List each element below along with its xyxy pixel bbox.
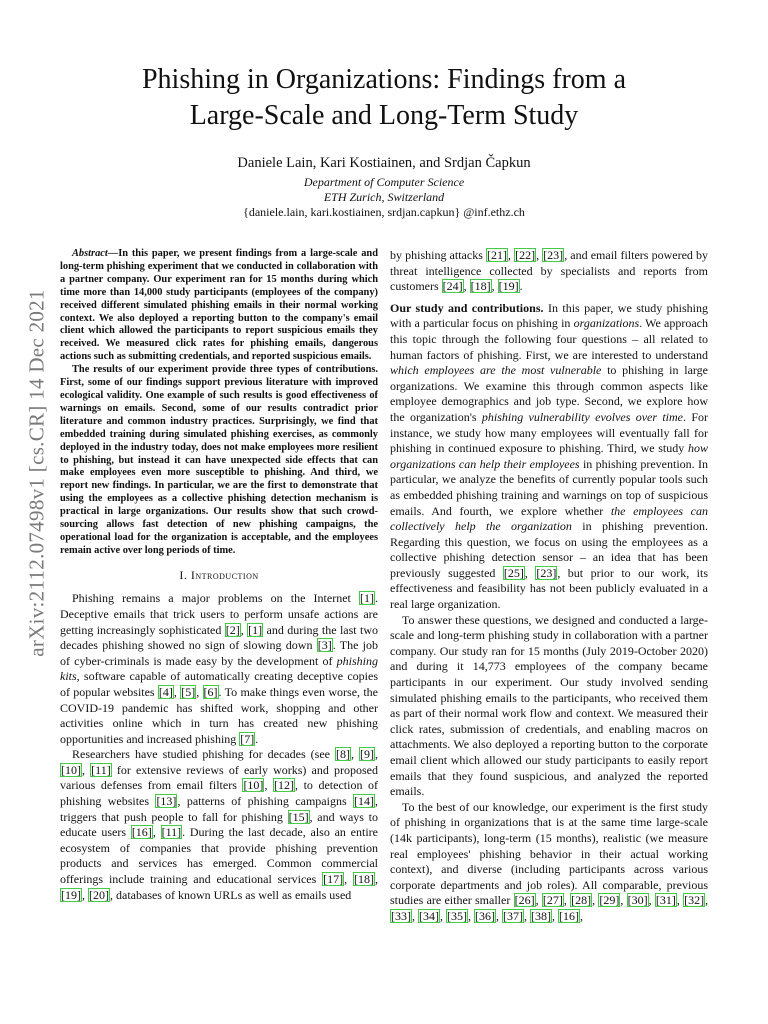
- contributions-paragraph: Our study and contributions. In this paper, we study phishing with a particular focus on phishing in organizations. We approach this topic through the following four questions – all related to human factors of phishing. First, we are interested to understand which employees are the most vulnerable to phishing in large organizations. We examine this through common aspects like employee demographics and job type. Second, we explore how the organization's phishing vulnerability evolves over time. For instance, we study how many employees will eventually fall for phishing in continued exposure to phishing. Third, we study how organizations can help their employees in phishing prevention. In particular, we analyze the benefits of currently popular tools such as embedded phishing training and warnings on top of suspicious emails. And fourth, we explore whether the employees can collectively help the organization in phishing prevention. Regarding this question, we focus on using the employees as a collective phishing detection sensor – an idea that has been previously suggested [25], [23], but prior to our work, its effectiveness and feasibility has not been publicly evaluated in a real large organization.: [390, 300, 709, 612]
- intro-paragraph-2: Researchers have studied phishing for decades (see [8], [9], [10], [11] for extensive reviews of early works) and proposed various defenses from email filters [10], [12], to detection of phishing websites [13], patterns of phishing campaigns [14], triggers that push people to fall for phishing [15], and ways to educate users [16], [11]. During the last decade, also an entire ecosystem of companies that provide phishing prevention products and services has emerged. Common commercial offerings include training and educational services [17], [18], [19], [20], databases of known URLs as well as emails used: [60, 747, 379, 902]
- citation-link[interactable]: [18]: [354, 872, 375, 887]
- citation-link[interactable]: [5]: [181, 684, 196, 699]
- citation-link[interactable]: [28]: [571, 893, 592, 908]
- citation-link[interactable]: [1]: [360, 591, 374, 606]
- citation-link[interactable]: [4]: [158, 684, 173, 699]
- intro-paragraph-1: Phishing remains a major problems on the Internet [1]. Deceptive emails that trick users to perform unsafe actions are getting increasingly sophisticated [2], [1] and during the last two decades phishing showed no sign of slowing down [3]. The job of cyber-criminals is made easy by the development of phishing kits, software capable of automatically creating deceptive copies of popular websites [4], [5], [6]. To make things even worse, the COVID-19 pandemic has shifted work, shopping and other activities online which in turn has created new phishing opportunities and increased phishing [7].: [60, 591, 378, 746]
- citation-link[interactable]: [16]: [559, 908, 579, 923]
- left-column: [60, 248, 378, 903]
- citation-link[interactable]: [17]: [323, 872, 344, 887]
- right-column: [390, 248, 708, 925]
- citation-link[interactable]: [31]: [655, 893, 676, 908]
- authors: Daniele Lain, Kari Kostiainen, and Srdjan Čapkun: [237, 155, 531, 171]
- section-heading-introduction: I. Introduction: [179, 567, 259, 582]
- citation-link[interactable]: [3]: [317, 638, 332, 653]
- citation-link[interactable]: [37]: [503, 908, 523, 923]
- citation-link[interactable]: [23]: [536, 565, 557, 580]
- study-paragraph: To answer these questions, we designed and conducted a large-scale and long-term phishing study in collaboration with a partner company. Our study ran for 15 months (July 2019-October 2020) and during it 14,773 employees of the company became participants in our experiment. Our study involved sending simulated phishing emails to the participants, who received them as part of their normal work flow and context. We measured their click rates, submission of credentials, and enabling macros on attachments. We also deployed a reporting button to the corporate email client which allowed our study participants to easily report emails that they found suspicious, and analyzed the reported emails.: [390, 612, 708, 799]
- citation-link[interactable]: [11]: [161, 825, 182, 840]
- paragraph-heading: Our study and contributions.: [390, 300, 544, 315]
- citation-link[interactable]: [2]: [225, 622, 240, 637]
- title-line-2: Large-Scale and Long-Term Study: [189, 100, 579, 131]
- citation-link[interactable]: [20]: [89, 887, 109, 902]
- emails: {daniele.lain, kari.kostiainen, srdjan.capkun} @inf.ethz.ch: [243, 205, 525, 219]
- citation-link[interactable]: [36]: [475, 908, 495, 923]
- citation-link[interactable]: [11]: [91, 762, 111, 777]
- arxiv-id-text: arXiv:2112.07498v1 [cs.CR] 14 Dec 2021: [24, 288, 49, 657]
- citation-link[interactable]: [23]: [543, 248, 564, 262]
- citation-link[interactable]: [1]: [248, 622, 263, 637]
- citation-link[interactable]: [16]: [131, 825, 152, 840]
- citation-link[interactable]: [21]: [486, 248, 507, 262]
- citation-link[interactable]: [24]: [442, 279, 463, 294]
- citation-link[interactable]: [27]: [542, 893, 563, 908]
- institution: ETH Zurich, Switzerland: [323, 190, 445, 204]
- citation-link[interactable]: [29]: [599, 893, 620, 908]
- citation-link[interactable]: [6]: [203, 684, 218, 699]
- abstract: [60, 248, 378, 558]
- citation-link[interactable]: [22]: [515, 248, 536, 262]
- citation-link[interactable]: [19]: [61, 887, 81, 902]
- citation-link[interactable]: [9]: [360, 747, 375, 762]
- title-line-1: Phishing in Organizations: Findings from a: [141, 64, 627, 95]
- citation-link[interactable]: [15]: [288, 809, 309, 824]
- citation-link[interactable]: [18]: [470, 279, 491, 294]
- citation-link[interactable]: [26]: [514, 893, 535, 908]
- affiliation: [60, 175, 708, 220]
- paper-title: [60, 62, 708, 134]
- citation-link[interactable]: [34]: [419, 908, 439, 923]
- department: Department of Computer Science: [303, 175, 465, 189]
- citation-link[interactable]: [33]: [391, 908, 411, 923]
- citation-link[interactable]: [19]: [498, 279, 519, 294]
- abstract-label: Abstract: [72, 248, 108, 259]
- citation-link[interactable]: [25]: [503, 565, 524, 580]
- citation-link[interactable]: [38]: [531, 908, 551, 923]
- citation-link[interactable]: [30]: [627, 893, 648, 908]
- citation-link[interactable]: [14]: [354, 794, 374, 809]
- citation-link[interactable]: [8]: [336, 747, 350, 762]
- citation-link[interactable]: [13]: [156, 794, 177, 809]
- abstract-paragraph-1: Abstract—In this paper, we present findings from a large-scale and long-term phishing experiment that we conducted in collaboration with a partner company. Our experiment ran for 15 months during which time more than 14,000 study participants (employees of the company) received different simulated phishing emails in their normal working context. We also deployed a reporting button to the company's email client which allowed the participants to report suspicious emails they received. We measured click rates for phishing emails, dangerous actions such as submitting credentials, and reported suspicious emails.: [60, 248, 378, 363]
- citation-link[interactable]: [7]: [240, 731, 255, 746]
- right-paragraph-continued: by phishing attacks [21], [22], [23], and email filters powered by threat intelligence collected by specialists and reports from customers [24], [18], [19].: [390, 248, 708, 294]
- citation-link[interactable]: [35]: [447, 908, 467, 923]
- abstract-paragraph-2: The results of our experiment provide three types of contributions. First, some of our findings support previous literature with improved ecological validity. One example of such results is good effectiveness of warnings on emails. Second, some of our results contradict prior literature and common industry practices. Surprisingly, we find that embedded training during simulated phishing exercises, as commonly deployed in the industry today, does not make employees more resilient to phishing, but instead it can have unexpected side effects that can make employees even more susceptible to phishing. And third, we report new findings. In particular, we are the first to demonstrate that using the employees as a collective phishing detection mechanism is practical in large organizations. Our results show that such crowd-sourcing allows fast detection of new phishing campaigns, the operational load for the organization is acceptable, and the employees remain active over long periods of time.: [60, 364, 378, 556]
- citation-link[interactable]: [10]: [61, 762, 81, 777]
- citation-link[interactable]: [10]: [243, 778, 264, 793]
- arxiv-identifier: [22, 270, 52, 675]
- novelty-paragraph: To the best of our knowledge, our experiment is the first study of phishing in organizations that is at the same time large-scale (14k participants), long-term (15 months), realistic (we measure real employees' phishing behavior in their actual working context), and diverse (including participants across various corporate departments and job roles). All comparable, previous studies are either smaller [26], [27], [28], [29], [30], [31], [32], [33], [34], [35], [36], [37], [38], [16],: [390, 799, 709, 923]
- citation-link[interactable]: [12]: [274, 778, 294, 793]
- citation-link[interactable]: [32]: [684, 893, 705, 908]
